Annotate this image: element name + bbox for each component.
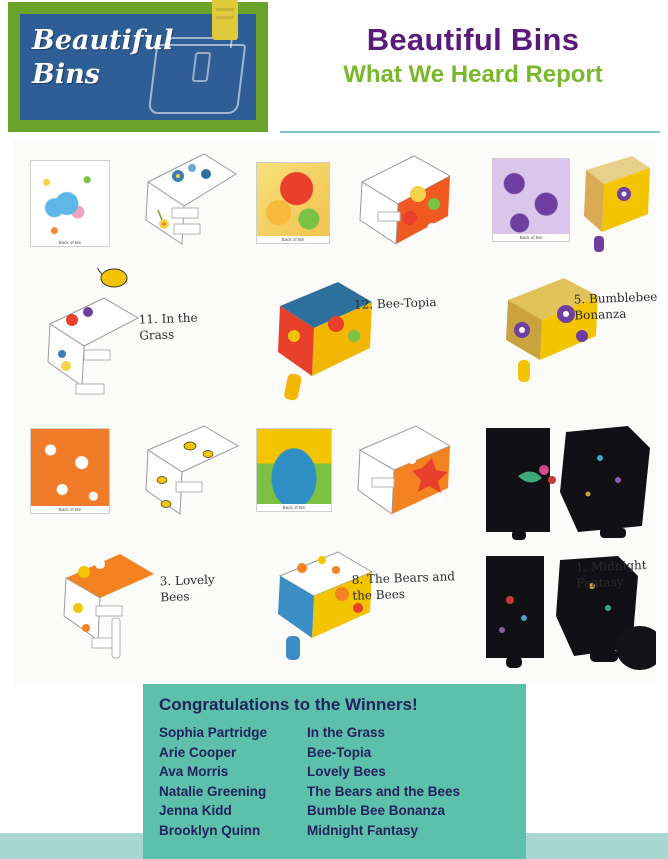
orange-blossom-pattern [30,428,110,514]
orange-floral-bin [348,152,460,258]
winners-title: Congratulations to the Winners! [159,695,418,714]
sketch-label: 3. Lovely Bees [159,572,215,605]
winner-design: Midnight Fantasy [307,822,418,838]
yellow-flower-bin [580,154,656,254]
winner-row [159,821,526,841]
page-title: Beautiful Bins [366,22,580,57]
winner-row [159,762,526,782]
swatch-caption: Back of Bin [31,239,109,246]
logo-line-2: Bins [32,59,100,90]
pond-scene-pattern [256,428,332,512]
title-block [290,22,656,90]
winners-panel [143,684,526,859]
midnight-fantasy-panel [482,422,654,540]
poinsettia-bin [344,422,462,534]
binder-clip-icon [212,0,238,40]
winner-name: Sophia Partridge [159,725,268,740]
header-divider [280,131,660,133]
winner-row [159,801,526,821]
winner-name: Arie Cooper [159,744,237,760]
winner-name: Brooklyn Quinn [159,822,261,838]
swatch-caption: Back of Bin [257,236,329,243]
winners-list [143,723,526,840]
winner-name: Jenna Kidd [159,803,232,818]
winner-design: Lovely Bees [307,764,386,779]
bears-and-bees-bin [262,546,384,662]
winner-name: Ava Morris [159,764,229,779]
winner-design: Bee-Topia [307,744,372,760]
recycling-bin-icon [148,44,247,114]
page-subtitle: What We Heard Report [343,61,603,88]
logo-line-1: Beautiful [32,25,174,56]
winner-design: The Bears and the Bees [307,783,461,799]
winner-row [159,782,526,802]
gallery-grid [14,140,656,685]
bee-sketch-bin [132,420,246,530]
winner-row [159,723,526,743]
purple-flower-pattern [492,158,570,242]
mushroom-pattern [256,162,330,244]
sketch-label: 12. Bee-Topia [353,295,437,312]
winner-name: Natalie Greening [159,783,267,799]
page-header [0,0,668,134]
sketch-label: 5. Bumblebee Bonanza [573,289,658,323]
sketch-label: 11. In the Grass [138,310,198,343]
daisy-bin-sketch [132,148,242,253]
winner-row [159,743,526,763]
butterfly-pattern [30,160,110,247]
winner-design: In the Grass [307,725,386,740]
bee-flower-bin-sketch [36,268,156,408]
design-gallery [14,140,656,685]
swatch-caption: Back of Bin [31,506,109,513]
winner-design: Bumble Bee Bonanza [307,803,446,818]
sketch-label: 8. The Bears and the Bees [351,569,456,603]
swatch-caption: Back of Bin [493,234,569,241]
swatch-caption: Back of Bin [257,504,331,511]
sketch-label: 1. Midnight Fantasy [575,557,647,591]
lovely-bees-bin [50,548,168,666]
